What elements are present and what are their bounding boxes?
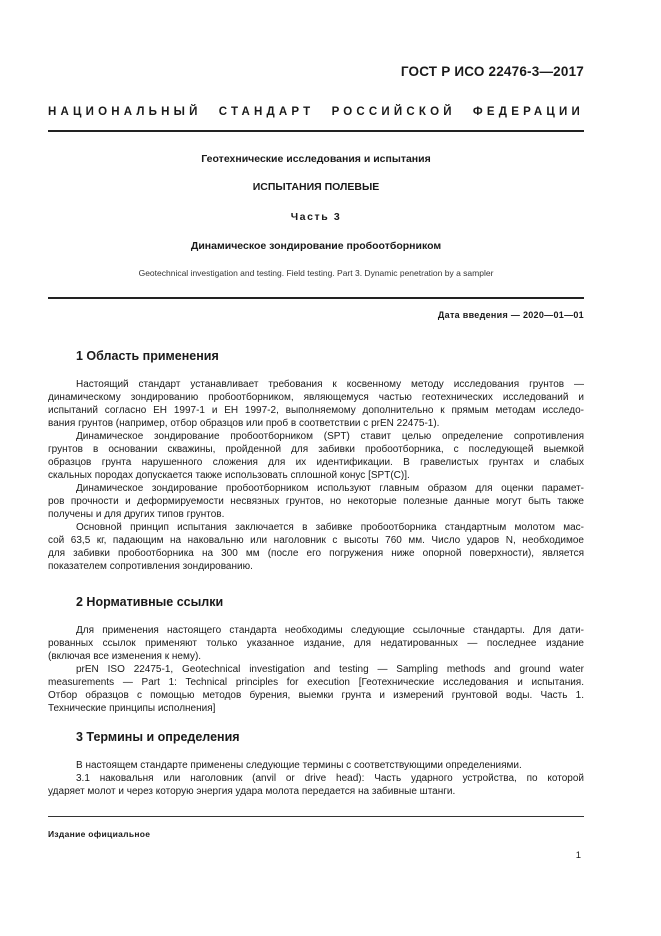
title-subject: Геотехнические исследования и испытания	[201, 153, 431, 165]
text-line: ударяет молот и через которую энергия удара молота передается на забивные штанги.	[48, 786, 456, 797]
section-body	[48, 378, 584, 573]
text-line: 3.1 наковальня или наголовник (anvil or drive head): Часть ударного устройства, по которой	[76, 773, 584, 784]
text-line: испытаний согласно ЕН 1997-1 и ЕН 1997-2, выполняемому дополнительно к прямым методам исследо-	[48, 405, 584, 416]
text-line: Отбор образцов с помощью методов бурения, выемки грунта и измерений грунтовой воды. Часть 1.	[48, 690, 584, 701]
text-line: рованных ссылок применяют только указанное издание, для недатированных — последнее издание	[48, 638, 584, 649]
edition-label: Издание официальное	[48, 829, 151, 839]
text-line: грунтов в основании скважины, пройденной для забивки пробоотборника, с последующей выемкой	[48, 444, 584, 455]
text-line: динамическому зондированию пробоотборником, являющемуся частью геотехнических исследований и	[48, 392, 584, 403]
text-line: сой 63,5 кг, падающим на наковальню или наголовник с высоты 760 мм. Число ударов N, необходимое	[48, 535, 584, 546]
text-line: для забивки пробоотборника на 300 мм (после его погружения ниже опорной поверхности), является	[48, 548, 584, 559]
title-divider	[48, 297, 584, 299]
text-line: Для применения настоящего стандарта необходимы следующие ссылочные стандарты. Для дати-	[76, 625, 584, 636]
section-body	[48, 759, 584, 798]
footer-divider	[48, 816, 584, 817]
title-main: ИСПЫТАНИЯ ПОЛЕВЫЕ	[252, 181, 380, 193]
title-part: Часть 3	[290, 211, 342, 223]
introduction-date: Дата введения — 2020—01—01	[437, 310, 584, 320]
text-line: скальных породах допускается также использовать сплошной конус [SPT(C)].	[48, 470, 410, 481]
text-line: Настоящий стандарт устанавливает требования к косвенному методу исследования грунтов —	[76, 379, 584, 390]
text-line: получены и для других типов грунтов.	[48, 509, 225, 520]
document-number: ГОСТ Р ИСО 22476-3—2017	[400, 64, 584, 79]
section-heading: 2 Нормативные ссылки	[76, 595, 224, 609]
text-line: (включая все изменения к нему).	[48, 651, 202, 662]
text-line: Динамическое зондирование пробоотборником используют главным образом для оценки парамет-	[76, 483, 584, 494]
section-heading: 1 Область применения	[76, 349, 219, 363]
text-line: В настоящем стандарте применены следующие термины с соответствующими определениями.	[76, 760, 522, 771]
text-line: Динамическое зондирование пробоотборником (SPT) ставит целью определение сопротивления	[76, 431, 584, 442]
banner-word: ФЕДЕРАЦИИ	[472, 106, 584, 118]
header-divider	[48, 130, 584, 132]
text-line: ров прочности и деформируемости несвязных грунтов, но некоторые полезные данные могут быть также	[48, 496, 584, 507]
text-line: вания грунтов (например, отбор образцов или проб в соответствии с prEN 22475-1).	[48, 418, 440, 429]
banner-word: РОССИЙСКОЙ	[331, 106, 456, 118]
section-heading: 3 Термины и определения	[76, 730, 240, 744]
text-line: prEN ISO 22475-1, Geotechnical investigation and testing — Sampling methods and ground water	[76, 664, 584, 675]
section-body	[48, 624, 584, 715]
national-standard-banner	[48, 106, 584, 118]
title-subtitle: Динамическое зондирование пробоотборником	[190, 240, 442, 252]
text-line: Основной принцип испытания заключается в забивке пробоотборника стандартным молотом мас-	[76, 522, 584, 533]
text-line: measurements — Part 1: Technical principles for execution [Геотехнические исследования и испытания.	[48, 677, 584, 688]
text-line: образцов грунта нарушенного сложения для их идентификации. В гравелистых грунтах и слабых	[48, 457, 584, 468]
text-line: Технические принципы исполнения]	[48, 703, 216, 714]
page-number: 1	[575, 850, 581, 861]
text-line: показателем сопротивления зондированию.	[48, 561, 253, 572]
title-english: Geotechnical investigation and testing. Field testing. Part 3. Dynamic penetration by a sampler	[138, 268, 494, 278]
banner-word: НАЦИОНАЛЬНЫЙ	[48, 106, 202, 118]
banner-word: СТАНДАРТ	[218, 106, 315, 118]
